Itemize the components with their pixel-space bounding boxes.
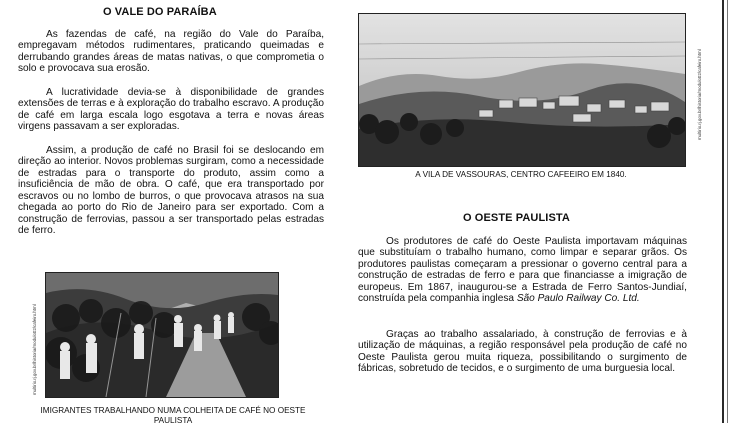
photo-credit-right: multirio.rj.gov.br/historia/modulo02/cafeiro.html: [697, 49, 702, 140]
vassouras-illustration: [359, 14, 685, 166]
paragraph-oeste-2: Graças ao trabalho assalariado, à construção de ferrovias e à utilização de máquinas, a região responsável pela produção de café no Oeste Paulista gerou muita riqueza, possibilitando o surgimento de fábricas, sobretudo de tecidos, e o surgimento de uma burguesia local.: [358, 329, 687, 375]
page-edge-rule-thin: [727, 0, 728, 423]
photo-credit-left: multirio.rj.gov.br/historia/modulo02/cafeiro.html: [32, 304, 37, 395]
photo-vila-de-vassouras: [358, 13, 686, 167]
paragraph-vale-1: As fazendas de café, na região do Vale do Paraíba, empregavam métodos rudimentares, praticando queimadas e derrubando grandes áreas de matas nativas, o que comprometia o solo e provocava sua erosão.: [18, 29, 324, 75]
caption-vila-de-vassouras: A VILA DE VASSOURAS, CENTRO CAFEEIRO EM 1840.: [415, 170, 627, 179]
paragraph-vale-2: A lucratividade devia-se à disponibilidade de grandes extensões de terras e à exploração do trabalho escravo. A produção de café em larga escala logo esgotava a terra e novas áreas virgens passavam a ser exploradas.: [18, 87, 324, 133]
photo-coffee-harvest: [45, 272, 279, 398]
paragraph-vale-3: Assim, a produção de café no Brasil foi se deslocando em direção ao interior. Novos problemas surgiram, como a necessidade de estradas para o transporte do produto, assim como a insuficiência de mão de obra. O café, que era transportado por escravos ou no lombo de burros, o que provocava atrasos na sua chegada ao porto do Rio de Janeiro para ser exportado. Com a construção de ferrovias, passou a ser transportado pelas estradas de ferro.: [18, 145, 324, 237]
coffee-harvest-illustration: [46, 273, 278, 397]
paragraph-oeste-1: [358, 236, 687, 305]
section-title-oeste-paulista: O OESTE PAULISTA: [463, 212, 570, 224]
paragraph-oeste-1-text: Os produtores de café do Oeste Paulista importavam máquinas que substituíam o trabalho humano, como limpar e separar grãos. Os produtores paulistas começaram a pressionar o governo central para a construção de estradas de ferro e para que financiasse a imigração de europeus. Em 1867, inaugurou-se a Estrada de Ferro Santos-Jundiaí, construída pela companhia inglesa: [358, 236, 687, 305]
section-title-vale-do-paraiba: O VALE DO PARAÍBA: [103, 6, 217, 18]
caption-coffee-harvest: IMIGRANTES TRABALHANDO NUMA COLHEITA DE CAFÉ NO OESTE PAULISTA: [40, 406, 306, 425]
railway-company-name: São Paulo Railway Co. Ltd.: [516, 293, 640, 305]
page-edge-rule: [722, 0, 724, 423]
